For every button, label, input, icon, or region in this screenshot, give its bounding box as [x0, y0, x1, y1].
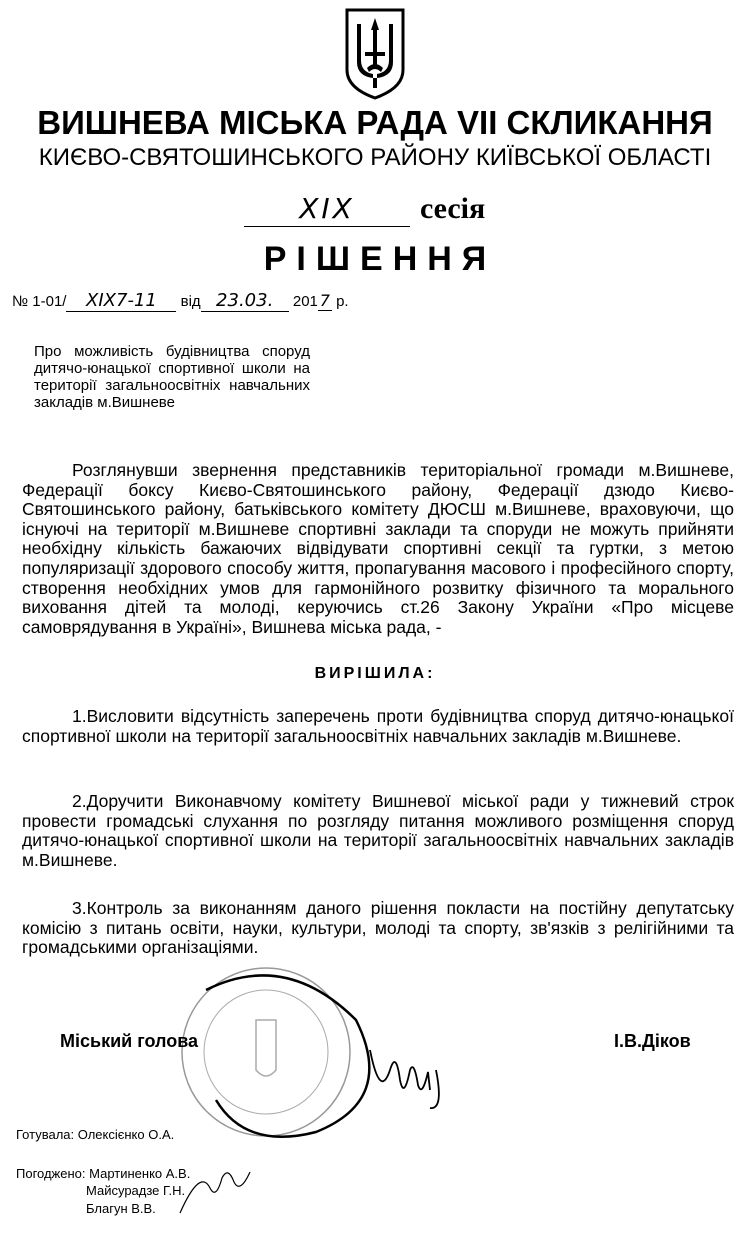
registration-year-suffix: р. [336, 293, 349, 310]
session-label: сесія [420, 192, 486, 225]
signature-role: Міський голова [60, 1031, 199, 1051]
prepared-by: Готувала: Олексієнко О.А. [16, 1127, 175, 1142]
registration-date: 23.03. [201, 290, 289, 312]
trident-emblem-icon [343, 8, 407, 100]
approval-signature-icon [170, 1158, 260, 1218]
registration-prefix: № 1-01/ [12, 293, 67, 310]
council-title: ВИШНЕВА МІСЬКА РАДА VII СКЛИКАННЯ [37, 104, 713, 141]
preamble-paragraph: Розглянувши звернення представників територіальної громади м.Вишневе, Федерації боксу Києво-Святошинського району, Федерації дзюдо Києво-Святошинського району, батьківського комітету ДЮСШ м.Вишневе, враховуючи, що існуючі на території м.Вишневе спортивні заклади та споруди не можуть прийняти необхідну кількість бажаючих відвідувати спортивні секції та гуртки, з метою популяризації здорового способу життя, пропагування масового і професійного спорту, створення необхідних умов для гармонійного розвитку фізичного та морального виховання дітей та молоді, керуючись ст.26 Закону України «Про місцеве самоврядування в Україні», Вишнева міська рада, - [22, 460, 734, 637]
registration-number: XIX7-11 [66, 290, 176, 312]
document-type: РІШЕННЯ [263, 240, 497, 278]
registration-line [12, 290, 349, 312]
resolved-heading: ВИРІШИЛА: [314, 665, 436, 682]
agreed-by-line-3: Благун В.В. [86, 1201, 156, 1216]
session-underline [244, 226, 410, 227]
decision-subject: Про можливість будівництва споруд дитячо-юнацької спортивної школи на території загальноосвітніх навчальних закладів м.Вишневе [34, 343, 310, 411]
registration-year-digit: 7 [319, 291, 330, 310]
council-subtitle: КИЄВО-СВЯТОШИНСЬКОГО РАЙОНУ КИЇВСЬКОЇ ОБЛАСТІ [38, 144, 712, 171]
resolution-item-2: 2.Доручити Виконавчому комітету Вишневої міської ради у тижневий строк провести громадські слухання по розгляду питання можливого розміщення споруд дитячо-юнацької спортивної школи на території загальноосвітніх навчальних закладів м.Вишневе. [22, 791, 734, 870]
resolution-item-1: 1.Висловити відсутність заперечень проти будівництва споруд дитячо-юнацької спортивної школи на території загальноосвітніх навчальних закладів м.Вишневе. [22, 706, 734, 746]
official-stamp-icon [166, 960, 386, 1140]
agreed-by-line-1: Погоджено: Мартиненко А.В. [16, 1166, 191, 1181]
signature-name: І.В.Діков [614, 1031, 691, 1051]
session-number: XIX [299, 192, 355, 225]
session-line [244, 192, 544, 232]
registration-from-label: від [180, 293, 201, 310]
agreed-by-line-2: Майсурадзе Г.Н. [86, 1183, 186, 1198]
handwritten-signature-icon [360, 1030, 460, 1110]
registration-year-prefix: 201 [292, 293, 318, 310]
resolution-item-3: 3.Контроль за виконанням даного рішення покласти на постійну депутатську комісію з питань освіти, науки, культури, молоді та спорту, зв'язків з релігійними та громадськими організаціями. [22, 898, 734, 958]
